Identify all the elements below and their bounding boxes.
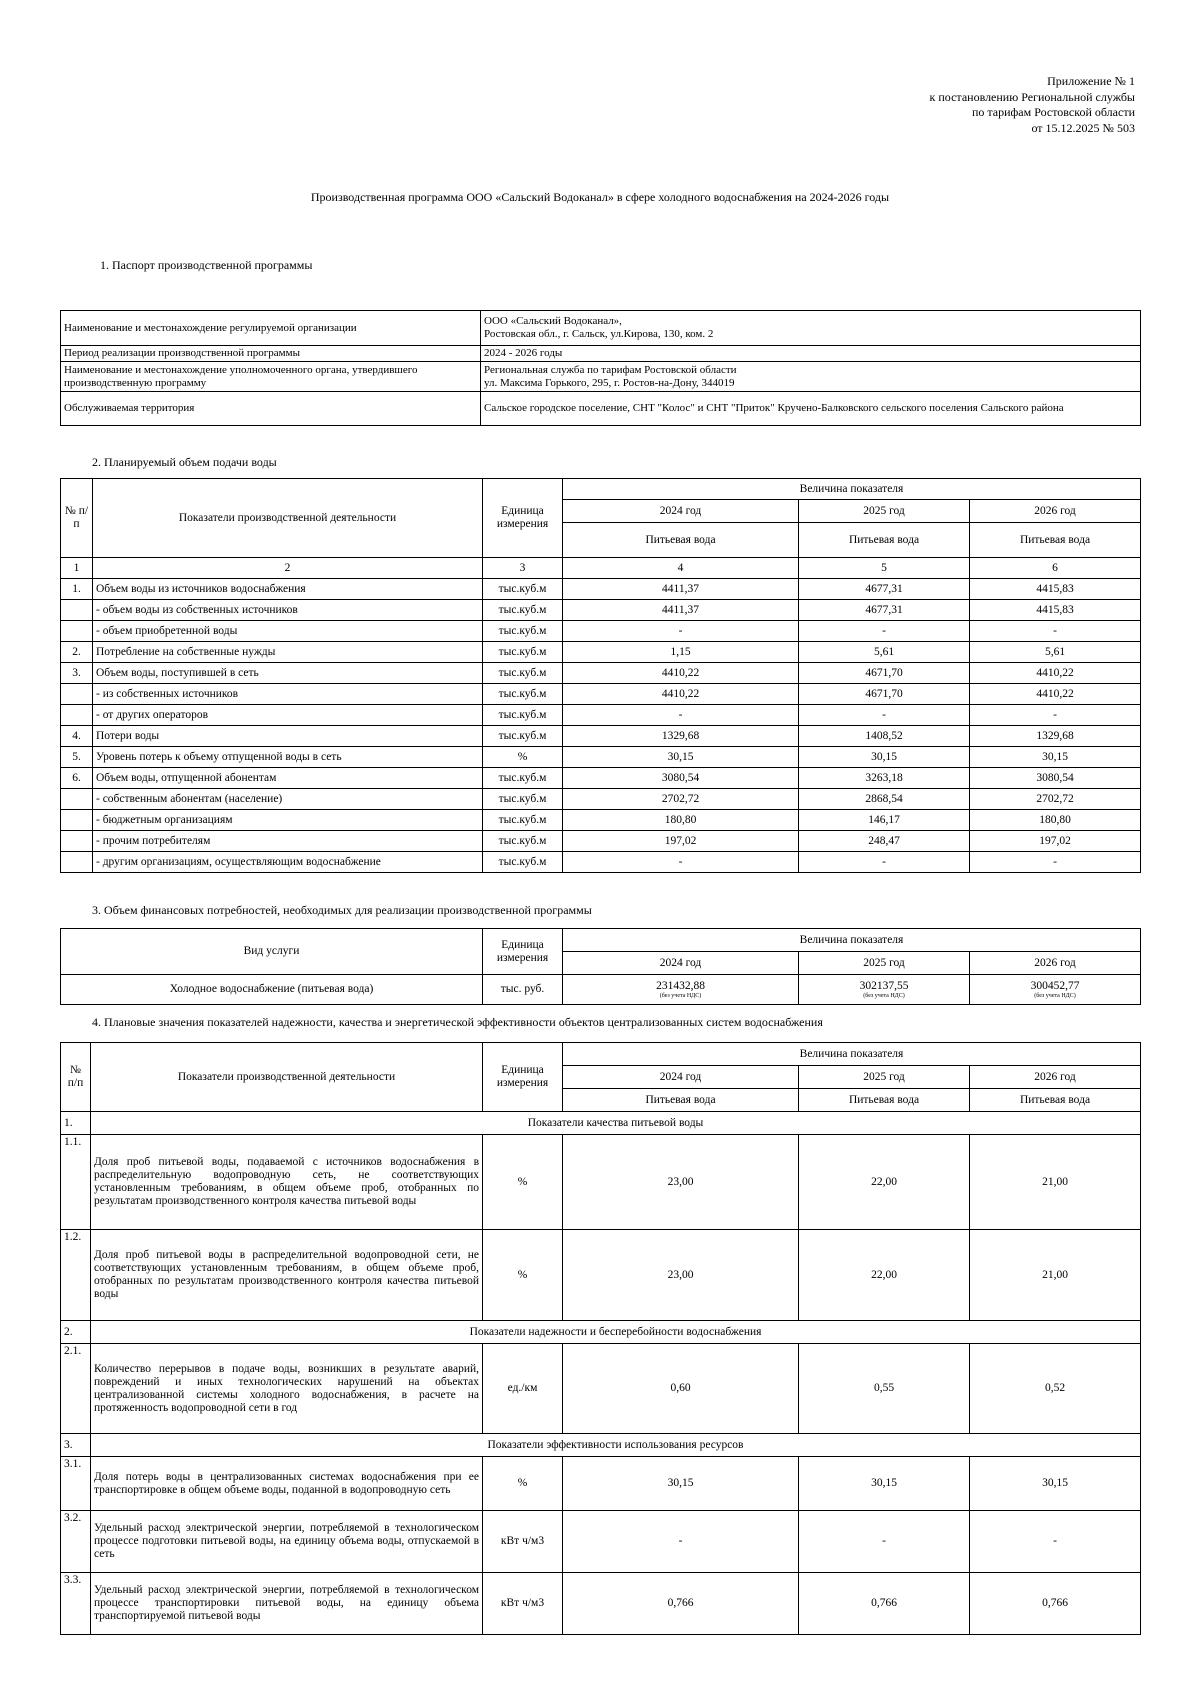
row-value: 4411,37 <box>563 579 799 600</box>
passport-label: Наименование и местонахождение уполномоченного органа, утвердившего производственную программу <box>61 362 481 392</box>
row-value: 30,15 <box>799 1457 970 1511</box>
column-number: 6 <box>970 558 1141 579</box>
passport-value: Региональная служба по тарифам Ростовской области ул. Максима Горького, 295, г. Ростов-на-Дону, 344019 <box>481 362 1141 392</box>
header-value: Величина показателя <box>563 929 1141 952</box>
table-row <box>61 642 1141 663</box>
table-row <box>61 726 1141 747</box>
section2-heading: 2. Планируемый объем подачи воды <box>92 455 277 469</box>
table-row <box>61 621 1141 642</box>
header-year: 2026 год <box>970 1066 1141 1089</box>
row-value: 30,15 <box>799 747 970 768</box>
column-number-row <box>61 558 1141 579</box>
column-number: 2 <box>93 558 483 579</box>
row-indicator: Потребление на собственные нужды <box>93 642 483 663</box>
header-indicator: Показатели производственной деятельности <box>91 1043 483 1112</box>
row-unit: тыс.куб.м <box>483 789 563 810</box>
row-value: 30,15 <box>563 747 799 768</box>
row-num: 5. <box>61 747 93 768</box>
header-year: 2025 год <box>799 952 970 975</box>
row-indicator: Объем воды, поступившей в сеть <box>93 663 483 684</box>
row-value: 4671,70 <box>799 663 970 684</box>
row-indicator: - от других операторов <box>93 705 483 726</box>
row-unit: тыс.куб.м <box>483 600 563 621</box>
row-unit: тыс.куб.м <box>483 726 563 747</box>
row-value: 2868,54 <box>799 789 970 810</box>
row-unit: % <box>483 1135 563 1230</box>
header-year: 2026 год <box>970 952 1141 975</box>
row-value: 0,60 <box>563 1344 799 1434</box>
row-value: - <box>563 1511 799 1573</box>
row-unit: тыс.куб.м <box>483 810 563 831</box>
row-num: 3.3. <box>61 1573 91 1635</box>
row-unit: % <box>483 1457 563 1511</box>
row-num <box>61 789 93 810</box>
row-value: 4410,22 <box>563 663 799 684</box>
reliability-table <box>60 1042 1141 1635</box>
row-indicator: Удельный расход электрической энергии, потребляемой в технологическом процессе транспортировки питьевой воды, на единицу объема транспортируемой питьевой воды <box>91 1573 483 1635</box>
row-value: - <box>970 1511 1141 1573</box>
row-unit: тыс.куб.м <box>483 852 563 873</box>
row-indicator: Объем воды, отпущенной абонентам <box>93 768 483 789</box>
table-header-row <box>61 929 1141 952</box>
table-row <box>61 1511 1141 1573</box>
table-row <box>61 311 1141 346</box>
row-value: 3080,54 <box>563 768 799 789</box>
row-unit: тыс.куб.м <box>483 831 563 852</box>
table-header-row <box>61 479 1141 500</box>
group-num: 2. <box>61 1321 91 1344</box>
table-header-row <box>61 1043 1141 1066</box>
group-title: Показатели эффективности использования ресурсов <box>91 1434 1141 1457</box>
row-num: 1.1. <box>61 1135 91 1230</box>
passport-value: ООО «Сальский Водоканал», Ростовская обл., г. Сальск, ул.Кирова, 130, ком. 2 <box>481 311 1141 346</box>
row-value: 5,61 <box>970 642 1141 663</box>
row-value: - <box>970 852 1141 873</box>
row-unit: тыс.куб.м <box>483 579 563 600</box>
row-value: 1329,68 <box>563 726 799 747</box>
row-indicator: - другим организациям, осуществляющим водоснабжение <box>93 852 483 873</box>
finance-value: 302137,55 (без учета НДС) <box>799 975 970 1005</box>
table-row <box>61 579 1141 600</box>
table-row <box>61 1230 1141 1321</box>
header-unit: Единица измерения <box>483 479 563 558</box>
appendix-line: к постановлению Региональной службы <box>929 89 1135 104</box>
service-unit: тыс. руб. <box>483 975 563 1005</box>
row-num: 4. <box>61 726 93 747</box>
row-value: - <box>970 621 1141 642</box>
header-year: 2026 год <box>970 500 1141 523</box>
appendix-line: по тарифам Ростовской области <box>971 105 1135 119</box>
group-title: Показатели качества питьевой воды <box>91 1112 1141 1135</box>
row-indicator: - объем приобретенной воды <box>93 621 483 642</box>
passport-label: Обслуживаемая территория <box>61 392 481 426</box>
row-value: 0,766 <box>799 1573 970 1635</box>
table-row <box>61 768 1141 789</box>
group-row <box>61 1434 1141 1457</box>
header-value: Величина показателя <box>563 479 1141 500</box>
header-service: Вид услуги <box>61 929 483 975</box>
table-row <box>61 831 1141 852</box>
row-indicator: Объем воды из источников водоснабжения <box>93 579 483 600</box>
row-num <box>61 621 93 642</box>
row-value: 0,766 <box>563 1573 799 1635</box>
table-row <box>61 747 1141 768</box>
row-value: 4415,83 <box>970 600 1141 621</box>
row-unit: % <box>483 1230 563 1321</box>
table-row <box>61 346 1141 362</box>
row-value: 23,00 <box>563 1230 799 1321</box>
row-value: 4411,37 <box>563 600 799 621</box>
row-num <box>61 705 93 726</box>
table-row <box>61 684 1141 705</box>
row-value: - <box>563 705 799 726</box>
row-unit: кВт ч/м3 <box>483 1573 563 1635</box>
row-value: 30,15 <box>563 1457 799 1511</box>
group-row <box>61 1321 1141 1344</box>
row-unit: кВт ч/м3 <box>483 1511 563 1573</box>
header-indicator: Показатели производственной деятельности <box>93 479 483 558</box>
row-num: 2.1. <box>61 1344 91 1434</box>
table-row <box>61 705 1141 726</box>
row-value: - <box>563 852 799 873</box>
row-value: 4415,83 <box>970 579 1141 600</box>
row-value: 4410,22 <box>970 663 1141 684</box>
column-number: 4 <box>563 558 799 579</box>
appendix-header <box>930 74 1135 136</box>
header-year: 2024 год <box>563 1066 799 1089</box>
table-row <box>61 362 1141 392</box>
column-number: 1 <box>61 558 93 579</box>
service-name: Холодное водоснабжение (питьевая вода) <box>61 975 483 1005</box>
row-indicator: Доля проб питьевой воды в распределительной водопроводной сети, не соответствующих установленным требованиям, в общем объеме проб, отобранных по результатам производственного контроля качества питьевой воды <box>91 1230 483 1321</box>
row-indicator: Доля потерь воды в централизованных системах водоснабжения при ее транспортировке в общем объеме воды, поданной в водопроводную сеть <box>91 1457 483 1511</box>
passport-value: Сальское городское поселение, СНТ "Колос" и СНТ "Приток" Кручено-Балковского сельского поселения Сальского района <box>481 392 1141 426</box>
row-value: 3263,18 <box>799 768 970 789</box>
row-num: 3. <box>61 663 93 684</box>
header-water: Питьевая вода <box>799 523 970 558</box>
row-value: 30,15 <box>970 1457 1141 1511</box>
row-value: 21,00 <box>970 1230 1141 1321</box>
row-indicator: Доля проб питьевой воды, подаваемой с источников водоснабжения в распределительную водопроводную сеть, не соответствующих установленным требованиям, в общем объеме проб, отобранных по результатам производственного контроля качества питьевой воды <box>91 1135 483 1230</box>
row-value: 22,00 <box>799 1230 970 1321</box>
passport-value: 2024 - 2026 годы <box>481 346 1141 362</box>
row-value: 0,55 <box>799 1344 970 1434</box>
passport-label: Наименование и местонахождение регулируемой организации <box>61 311 481 346</box>
row-num <box>61 600 93 621</box>
row-indicator: Потери воды <box>93 726 483 747</box>
row-indicator: - из собственных источников <box>93 684 483 705</box>
table-row <box>61 810 1141 831</box>
row-unit: тыс.куб.м <box>483 663 563 684</box>
row-value: 146,17 <box>799 810 970 831</box>
finance-value: 300452,77 (без учета НДС) <box>970 975 1141 1005</box>
header-year: 2024 год <box>563 500 799 523</box>
row-value: - <box>799 852 970 873</box>
water-supply-table <box>60 478 1141 873</box>
header-unit: Единица измерения <box>483 1043 563 1112</box>
row-num <box>61 852 93 873</box>
row-value: 0,52 <box>970 1344 1141 1434</box>
row-value: 21,00 <box>970 1135 1141 1230</box>
table-row <box>61 1457 1141 1511</box>
header-year: 2024 год <box>563 952 799 975</box>
column-number: 5 <box>799 558 970 579</box>
row-unit: тыс.куб.м <box>483 642 563 663</box>
row-value: 4677,31 <box>799 600 970 621</box>
row-num <box>61 684 93 705</box>
row-value: 1,15 <box>563 642 799 663</box>
header-num: № п/п <box>61 1043 91 1112</box>
row-value: 23,00 <box>563 1135 799 1230</box>
row-unit: % <box>483 747 563 768</box>
row-indicator: - собственным абонентам (население) <box>93 789 483 810</box>
header-year: 2025 год <box>799 500 970 523</box>
row-value: 4410,22 <box>563 684 799 705</box>
appendix-line: от 15.12.2025 № 503 <box>1031 120 1135 135</box>
row-value: 197,02 <box>970 831 1141 852</box>
row-value: 2702,72 <box>563 789 799 810</box>
header-water: Питьевая вода <box>563 523 799 558</box>
row-unit: тыс.куб.м <box>483 684 563 705</box>
row-value: 5,61 <box>799 642 970 663</box>
row-value: 180,80 <box>970 810 1141 831</box>
row-value: 2702,72 <box>970 789 1141 810</box>
row-indicator: Количество перерывов в подаче воды, возникших в результате аварий, повреждений и иных технологических нарушений на объектах централизованной системы холодного водоснабжения, в расчете на протяженность водопроводной сети в год <box>91 1344 483 1434</box>
row-value: 197,02 <box>563 831 799 852</box>
row-value: 4671,70 <box>799 684 970 705</box>
passport-table <box>60 310 1141 426</box>
section4-heading: 4. Плановые значения показателей надежности, качества и энергетической эффективности объектов централизованных систем водоснабжения <box>92 1015 823 1029</box>
header-water: Питьевая вода <box>563 1089 799 1112</box>
header-num: № п/п <box>61 479 93 558</box>
row-value: 248,47 <box>799 831 970 852</box>
row-num <box>61 810 93 831</box>
row-unit: тыс.куб.м <box>483 621 563 642</box>
row-indicator: Уровень потерь к объему отпущенной воды в сеть <box>93 747 483 768</box>
group-num: 1. <box>61 1112 91 1135</box>
passport-label: Период реализации производственной программы <box>61 346 481 362</box>
row-indicator: - объем воды из собственных источников <box>93 600 483 621</box>
row-num <box>61 831 93 852</box>
row-value: 0,766 <box>970 1573 1141 1635</box>
table-row <box>61 1135 1141 1230</box>
group-num: 3. <box>61 1434 91 1457</box>
row-value: - <box>799 1511 970 1573</box>
row-indicator: - бюджетным организациям <box>93 810 483 831</box>
row-unit: тыс.куб.м <box>483 768 563 789</box>
row-value: 1329,68 <box>970 726 1141 747</box>
row-value: 30,15 <box>970 747 1141 768</box>
table-row <box>61 789 1141 810</box>
row-num: 3.1. <box>61 1457 91 1511</box>
row-value: - <box>563 621 799 642</box>
row-value: - <box>970 705 1141 726</box>
column-number: 3 <box>483 558 563 579</box>
header-value: Величина показателя <box>563 1043 1141 1066</box>
section3-heading: 3. Объем финансовых потребностей, необходимых для реализации производственной программы <box>92 903 592 917</box>
row-unit: тыс.куб.м <box>483 705 563 726</box>
header-water: Питьевая вода <box>970 523 1141 558</box>
row-num: 3.2. <box>61 1511 91 1573</box>
header-year: 2025 год <box>799 1066 970 1089</box>
table-row <box>61 1344 1141 1434</box>
row-value: - <box>799 621 970 642</box>
row-value: 4677,31 <box>799 579 970 600</box>
group-row <box>61 1112 1141 1135</box>
row-unit: ед./км <box>483 1344 563 1434</box>
appendix-line: Приложение № 1 <box>1047 74 1135 88</box>
row-value: 4410,22 <box>970 684 1141 705</box>
section1-heading: 1. Паспорт производственной программы <box>100 258 313 272</box>
table-row <box>61 852 1141 873</box>
row-indicator: Удельный расход электрической энергии, потребляемой в технологическом процессе подготовки питьевой воды, на единицу объема воды, отпускаемой в сеть <box>91 1511 483 1573</box>
row-num: 1.2. <box>61 1230 91 1321</box>
row-num: 6. <box>61 768 93 789</box>
row-value: - <box>799 705 970 726</box>
header-water: Питьевая вода <box>970 1089 1141 1112</box>
row-num: 2. <box>61 642 93 663</box>
group-title: Показатели надежности и бесперебойности водоснабжения <box>91 1321 1141 1344</box>
row-value: 22,00 <box>799 1135 970 1230</box>
header-unit: Единица измерения <box>483 929 563 975</box>
row-num: 1. <box>61 579 93 600</box>
header-water: Питьевая вода <box>799 1089 970 1112</box>
row-indicator: - прочим потребителям <box>93 831 483 852</box>
table-row <box>61 600 1141 621</box>
row-value: 3080,54 <box>970 768 1141 789</box>
finance-value: 231432,88 (без учета НДС) <box>563 975 799 1005</box>
row-value: 180,80 <box>563 810 799 831</box>
table-row <box>61 975 1141 1005</box>
document-title: Производственная программа ООО «Сальский Водоканал» в сфере холодного водоснабжения на 2024-2026 годы <box>310 190 890 204</box>
table-row <box>61 1573 1141 1635</box>
finance-table <box>60 928 1141 1005</box>
row-value: 1408,52 <box>799 726 970 747</box>
table-row <box>61 392 1141 426</box>
table-row <box>61 663 1141 684</box>
